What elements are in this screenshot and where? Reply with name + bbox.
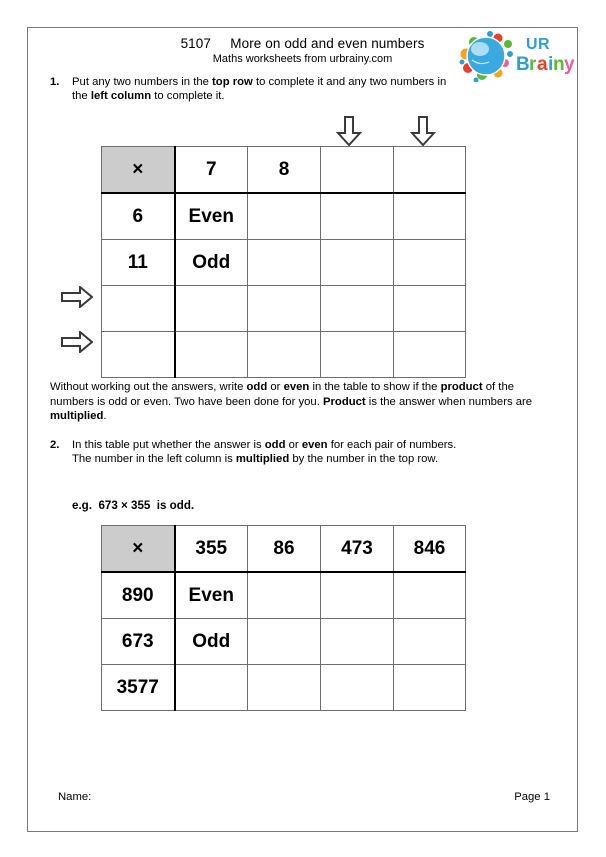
svg-text:n: n — [553, 54, 565, 75]
right-arrow-row-5 — [61, 331, 93, 353]
grid2-row2-label: 673 — [102, 619, 175, 665]
down-arrow-column-5 — [410, 116, 436, 146]
grid1-cell-r2c3[interactable] — [248, 240, 321, 286]
table-row — [102, 526, 466, 573]
grid1-cell-r4c5[interactable] — [394, 332, 466, 378]
grid2-cell-r2c5[interactable] — [394, 619, 466, 665]
para-bold-product2: Product — [322, 395, 366, 408]
q2-text-part2: or — [285, 439, 302, 451]
right-arrow-row-4 — [61, 286, 93, 308]
grid2-cell-r2c3[interactable] — [248, 619, 321, 665]
page-title: 5107 More on odd and even numbers — [180, 36, 425, 51]
grid2-cell-r3c3[interactable] — [248, 665, 321, 711]
grid1-cell-r3c5[interactable] — [394, 286, 466, 332]
question-1-number: 1. — [50, 76, 60, 88]
down-arrow-column-4 — [336, 116, 362, 146]
q2-text-part1: In this table put whether the answer is — [72, 439, 265, 451]
grid1-cell-r3c4[interactable] — [321, 286, 394, 332]
para-part1: Without working out the answers, write — [50, 381, 247, 393]
grid2-cell-r2c4[interactable] — [321, 619, 394, 665]
table-row — [102, 147, 466, 194]
para-part4: of the numbers is odd or even. Two have been done for you. — [50, 381, 515, 408]
table-row — [102, 286, 466, 332]
grid2-cell-r1c2[interactable]: Even — [175, 572, 248, 619]
q2-bold-odd: odd — [264, 439, 286, 451]
svg-text:i: i — [548, 54, 554, 75]
grid2-cell-r3c2[interactable] — [175, 665, 248, 711]
q1-bold-left-column: left column — [90, 90, 152, 103]
grid1-row1-label[interactable]: 6 — [102, 193, 175, 240]
svg-text:y: y — [564, 54, 575, 75]
grid1-cell-r3c2[interactable] — [175, 286, 248, 332]
page-subtitle: Maths worksheets from urbrainy.com — [212, 53, 393, 65]
para-part2: or — [267, 381, 284, 393]
svg-text:a: a — [537, 54, 548, 75]
odd-even-grid-2[interactable] — [101, 525, 466, 711]
grid2-corner-cell: × — [102, 526, 175, 573]
grid1-cell-r2c2[interactable]: Odd — [175, 240, 248, 286]
worksheet-page — [27, 27, 578, 832]
grid1-cell-r4c2[interactable] — [175, 332, 248, 378]
grid1-header-col3[interactable]: 8 — [248, 147, 321, 194]
para-part3: in the table to show if the — [309, 381, 441, 393]
question-2 — [50, 438, 470, 467]
grid1-row2-label[interactable]: 11 — [102, 240, 175, 286]
table-row — [102, 193, 466, 240]
grid1-cell-r2c4[interactable] — [321, 240, 394, 286]
urbrainy-logo — [456, 30, 576, 82]
example-label: e.g. — [72, 499, 92, 512]
grid1-cell-r1c2[interactable]: Even — [175, 193, 248, 240]
grid2-cell-r1c3[interactable] — [248, 572, 321, 619]
grid2-cell-r3c5[interactable] — [394, 665, 466, 711]
q2-bold-even: even — [301, 439, 328, 451]
instruction-paragraph — [50, 380, 550, 424]
para-part5: is the answer when numbers are — [365, 395, 533, 408]
table-row — [102, 332, 466, 378]
q1-text-part3: to complete it. — [151, 90, 225, 103]
grid1-cell-r2c5[interactable] — [394, 240, 466, 286]
grid1-row3-label[interactable] — [102, 286, 175, 332]
grid2-header-col4: 473 — [321, 526, 394, 573]
table-row — [102, 619, 466, 665]
question-2-text — [72, 438, 470, 467]
table-row — [102, 572, 466, 619]
logo-text-ur: U — [526, 36, 538, 53]
grid2-row1-label: 890 — [102, 572, 175, 619]
grid1-row4-label[interactable] — [102, 332, 175, 378]
grid1-header-col2[interactable]: 7 — [175, 147, 248, 194]
svg-text:R: R — [538, 36, 550, 53]
para-bold-even: even — [283, 381, 310, 393]
name-label: Name: — [58, 791, 92, 803]
q1-bold-top-row: top row — [212, 76, 253, 88]
para-bold-odd: odd — [246, 381, 268, 393]
grid1-header-col4[interactable] — [321, 147, 394, 194]
para-bold-multiplied: multiplied — [50, 410, 104, 423]
table-row — [102, 240, 466, 286]
grid2-header-col3: 86 — [248, 526, 321, 573]
grid2-cell-r3c4[interactable] — [321, 665, 394, 711]
logo-sphere-icon — [467, 37, 505, 75]
grid2-cell-r1c4[interactable] — [321, 572, 394, 619]
grid2-cell-r2c2[interactable]: Odd — [175, 619, 248, 665]
q1-text-part1: Put any two numbers in the — [72, 76, 213, 88]
grid2-cell-r1c5[interactable] — [394, 572, 466, 619]
grid2-row3-label: 3577 — [102, 665, 175, 711]
para-part6: . — [103, 410, 107, 423]
page-number: Page 1 — [514, 791, 550, 803]
svg-text:r: r — [529, 54, 537, 75]
q1-text-part2: to complete it and any two numbers in the — [72, 76, 447, 103]
table-row — [102, 665, 466, 711]
grid1-corner-cell: × — [102, 147, 175, 194]
example-line — [72, 499, 194, 512]
grid1-cell-r4c3[interactable] — [248, 332, 321, 378]
para-bold-product: product — [440, 381, 483, 393]
question-1 — [50, 75, 450, 104]
example-expression: 673 × 355 — [98, 499, 151, 512]
example-result: is odd. — [156, 499, 195, 512]
grid1-cell-r3c3[interactable] — [248, 286, 321, 332]
q2-text-part3: for each pair of numbers. The number in the left column is — [72, 439, 457, 466]
q2-text-part4: by the number in the top row. — [289, 453, 439, 466]
question-1-text — [72, 75, 450, 104]
q2-bold-multiplied: multiplied — [235, 453, 290, 466]
odd-even-grid-1[interactable] — [101, 146, 466, 378]
grid1-cell-r1c5[interactable] — [394, 193, 466, 240]
question-2-number: 2. — [50, 439, 60, 451]
grid2-header-col2: 355 — [175, 526, 248, 573]
grid2-header-col5: 846 — [394, 526, 466, 573]
grid1-cell-r1c4[interactable] — [321, 193, 394, 240]
logo-text-brainy: B — [516, 54, 530, 75]
grid1-cell-r4c4[interactable] — [321, 332, 394, 378]
grid1-cell-r1c3[interactable] — [248, 193, 321, 240]
grid1-header-col5[interactable] — [394, 147, 466, 194]
